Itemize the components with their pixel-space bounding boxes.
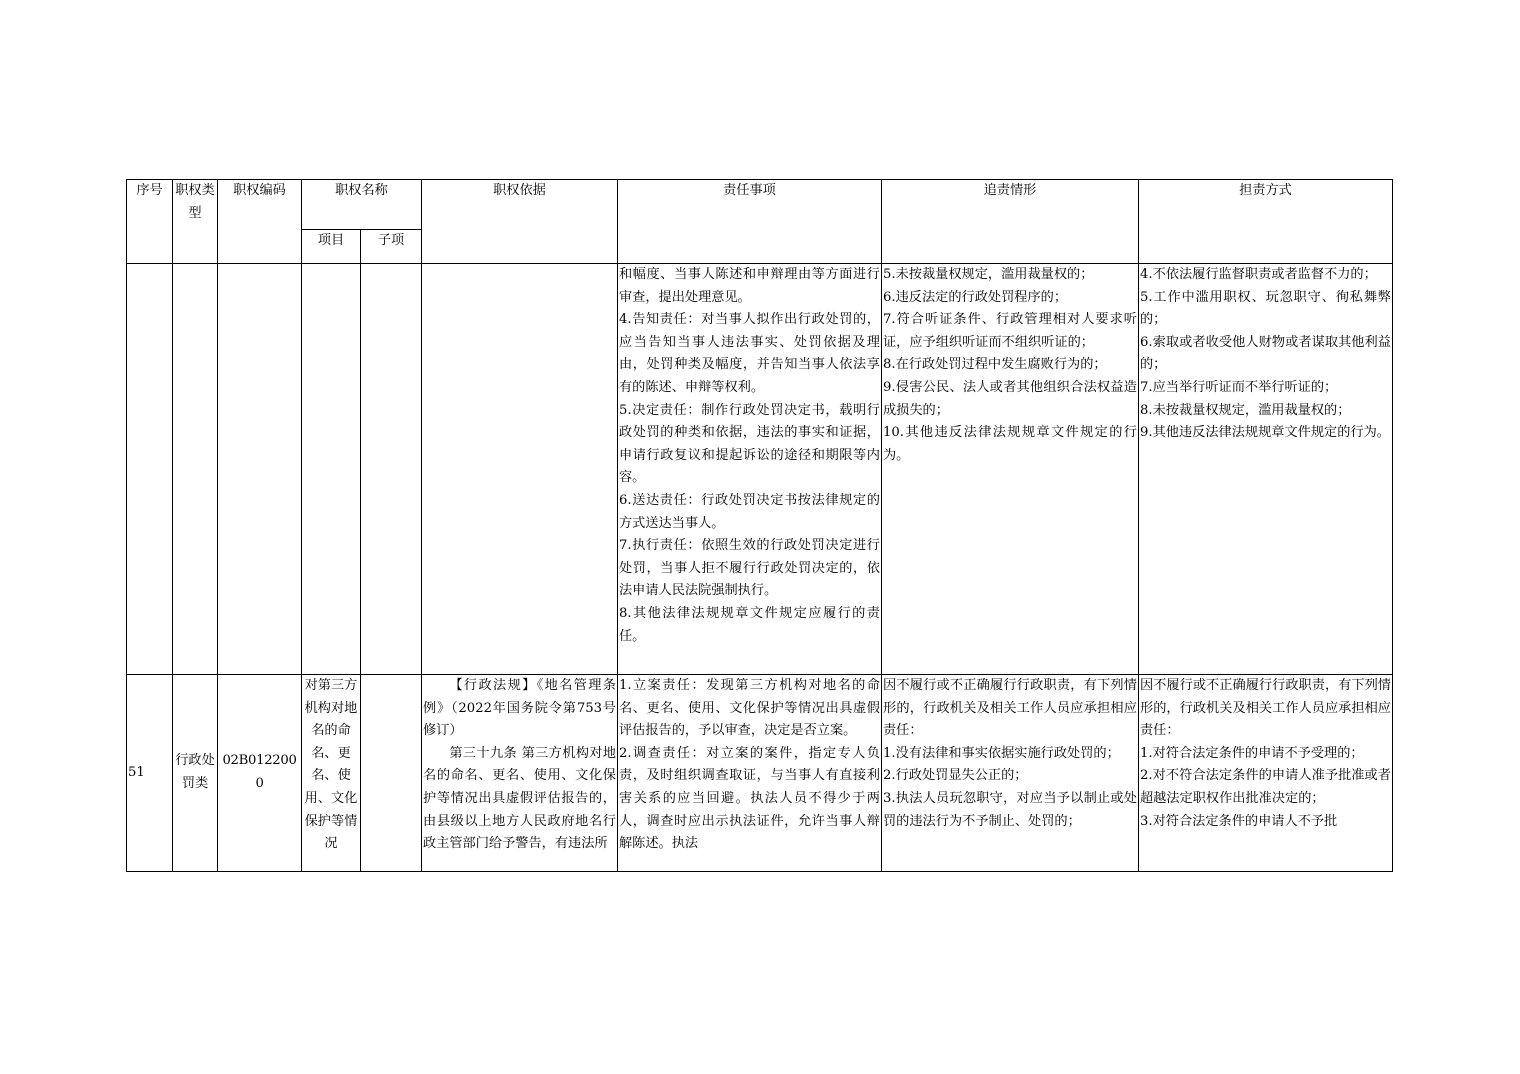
method-item: 3.对符合法定条件的申请人不予批 (1140, 813, 1338, 829)
method-item: 8.未按裁量权规定，滥用裁量权的； (1140, 402, 1351, 418)
accountability-item: 2.行政处罚显失公正的； (883, 768, 1028, 784)
accountability-item: 1.没有法律和事实依据实施行政处罚的； (883, 745, 1120, 761)
cell-responsibility (618, 675, 882, 872)
accountability-item: 3.执法人员玩忽职守，对应当予以制止或处罚的违法行为不予制止、处罚的； (883, 790, 1137, 829)
method-item: 5.工作中滥用职权、玩忽职守、徇私舞弊的； (1140, 289, 1391, 328)
method-item: 7.应当举行听证而不举行听证的； (1140, 379, 1338, 395)
cell-method (1139, 264, 1393, 675)
accountability-item: 8.在行政处罚过程中发生腐败行为的； (883, 357, 1107, 373)
method-item: 因不履行或不正确履行行政职责，有下列情形的，行政机关及相关工作人员应承担相应责任： (1140, 678, 1391, 739)
accountability-item: 6.违反法定的行政处罚程序的； (883, 289, 1068, 305)
responsibility-item: 5.决定责任：制作行政处罚决定书，载明行政处罚的种类和依据，违法的事实和证据，申请行政复议和提起诉讼的途径和期限等内容。 (619, 402, 880, 486)
method-item: 2.对不符合法定条件的申请人准予批准或者超越法定职权作出批准决定的； (1140, 768, 1391, 806)
header-project: 项目 (302, 230, 361, 264)
cell-seq (127, 264, 173, 675)
cell-basis (422, 264, 618, 675)
cell-responsibility (618, 264, 882, 675)
cell-accountability (882, 264, 1139, 675)
responsibility-item: 和幅度、当事人陈述和申辩理由等方面进行审查，提出处理意见。 (619, 267, 880, 305)
cell-subitem (361, 675, 422, 872)
header-type: 职权类型 (173, 180, 218, 264)
header-method: 担责方式 (1139, 180, 1393, 264)
header-name: 职权名称 (302, 180, 422, 230)
cell-accountability (882, 675, 1139, 872)
accountability-item: 7.符合听证条件、行政管理相对人要求听证，应予组织听证而不组织听证的； (883, 312, 1137, 350)
cell-type: 行政处罚类 (173, 675, 218, 872)
method-item: 4.不依法履行监督职责或者监督不力的； (1140, 267, 1377, 282)
authority-table (126, 179, 1393, 872)
method-item: 9.其他违反法律法规规章文件规定的行为。 (1140, 425, 1390, 441)
accountability-item: 因不履行或不正确履行行政职责，有下列情形的，行政机关及相关工作人员应承担相应责任： (883, 678, 1137, 739)
basis-item: 【行政法规】《地名管理条例》（2022年国务院令第753号修订） (423, 678, 616, 739)
method-item: 6.索取或者收受他人财物或者谋取其他利益的； (1140, 334, 1391, 373)
header-subitem: 子项 (361, 230, 422, 264)
cell-project (302, 264, 361, 675)
cell-seq: 51 (127, 675, 173, 872)
cell-code (218, 264, 302, 675)
accountability-item: 5.未按裁量权规定，滥用裁量权的； (883, 267, 1094, 282)
method-item: 1.对符合法定条件的申请不予受理的； (1140, 745, 1364, 761)
cell-type (173, 264, 218, 675)
cell-project: 对第三方机构对地名的命名、更名、使用、文化保护等情况 (302, 675, 361, 872)
header-responsibility: 责任事项 (618, 180, 882, 264)
responsibility-item: 6.送达责任：行政处罚决定书按法律规定的方式送达当事人。 (619, 492, 880, 531)
header-code: 职权编码 (218, 180, 302, 264)
cell-basis (422, 675, 618, 872)
table-row (127, 264, 1393, 675)
responsibility-item: 8.其他法律法规规章文件规定应履行的责任。 (619, 605, 880, 644)
accountability-item: 10.其他违反法律法规规章文件规定的行为。 (883, 425, 1137, 463)
table-row (127, 675, 1393, 872)
cell-code: 02B0122000 (218, 675, 302, 872)
header-basis: 职权依据 (422, 180, 618, 264)
header-accountability: 追责情形 (882, 180, 1139, 264)
header-seq: 序号 (127, 180, 173, 264)
responsibility-item: 1.立案责任：发现第三方机构对地名的命名、更名、使用、文化保护等情况出具虚假评估报告的，予以审查，决定是否立案。 (619, 678, 880, 739)
responsibility-item: 2.调查责任：对立案的案件，指定专人负责，及时组织调查取证，与当事人有直接利害关系的应当回避。执法人员不得少于两人，调查时应出示执法证件，允许当事人辩解陈述。执法 (619, 745, 880, 852)
cell-subitem (361, 264, 422, 675)
cell-method (1139, 675, 1393, 872)
responsibility-item: 7.执行责任：依照生效的行政处罚决定进行处罚，当事人拒不履行行政处罚决定的，依法申请人民法院强制执行。 (619, 538, 880, 599)
basis-item: 第三十九条 第三方机构对地名的命名、更名、使用、文化保护等情况出具虚假评估报告的，由县级以上地方人民政府地名行政主管部门给予警告，有违法所 (423, 745, 616, 852)
responsibility-item: 4.告知责任：对当事人拟作出行政处罚的，应当告知当事人违法事实、处罚依据及理由，处罚种类及幅度，并告知当事人依法享有的陈述、申辩等权利。 (619, 312, 880, 395)
accountability-item: 9.侵害公民、法人或者其他组织合法权益造成损失的； (883, 379, 1137, 418)
